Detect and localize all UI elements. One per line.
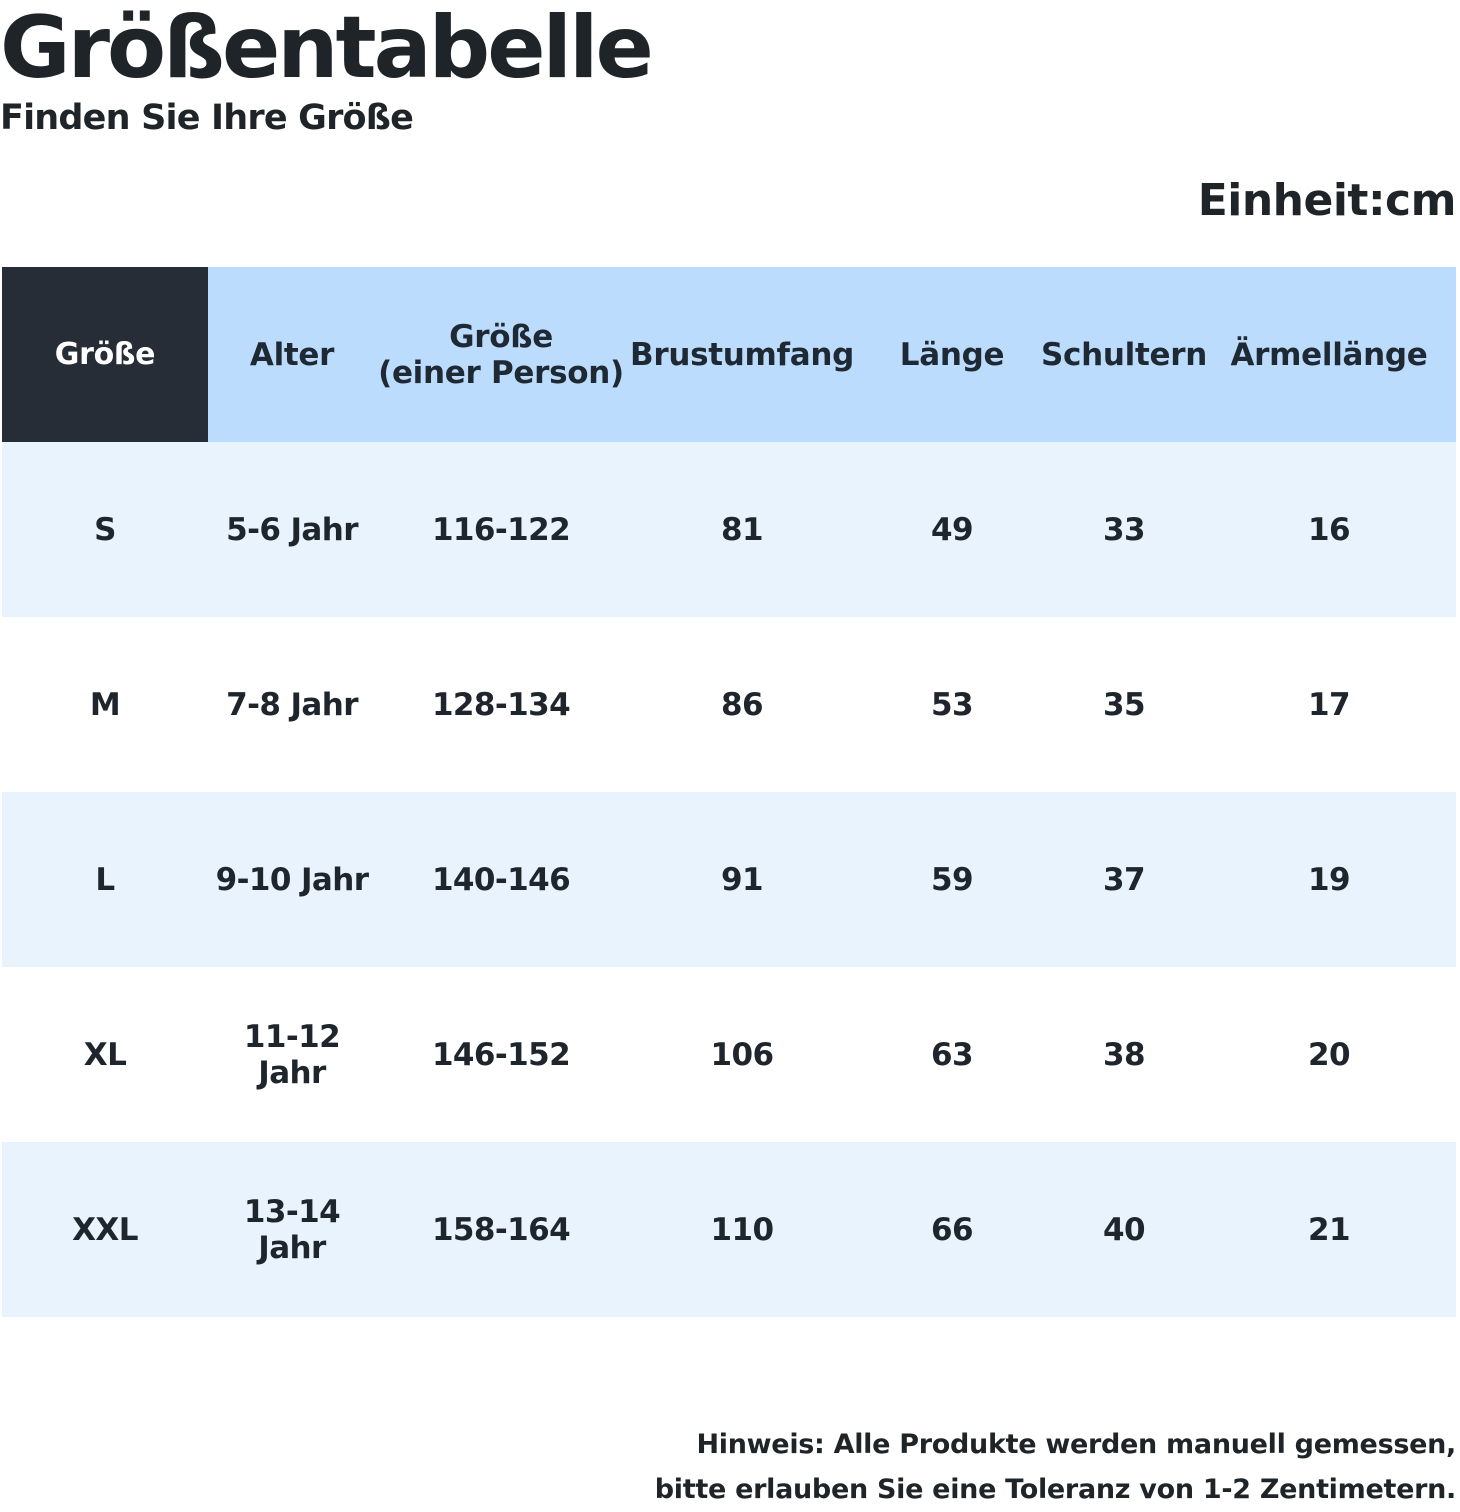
cell-size: XXL bbox=[72, 1211, 138, 1248]
cell-height: 140-146 bbox=[431, 861, 571, 898]
page-subtitle: Finden Sie Ihre Größe bbox=[0, 98, 414, 138]
cell-length: 63 bbox=[931, 1036, 973, 1073]
table-row bbox=[2, 967, 1456, 1142]
table-header-row bbox=[2, 267, 1456, 442]
cell-age: 7-8 Jahr bbox=[226, 686, 358, 723]
size-table bbox=[2, 267, 1456, 1317]
header-brustumfang: Brustumfang bbox=[630, 336, 854, 373]
header-laenge: Länge bbox=[899, 336, 1005, 373]
cell-shoulders: 33 bbox=[1103, 511, 1145, 548]
cell-sleeve: 17 bbox=[1308, 686, 1350, 723]
cell-chest: 106 bbox=[710, 1036, 774, 1073]
note-line-1: Hinweis: Alle Produkte werden manuell gemessen, bbox=[696, 1429, 1456, 1460]
cell-age: 5-6 Jahr bbox=[226, 511, 358, 548]
cell-chest: 81 bbox=[721, 511, 763, 548]
header-schultern: Schultern bbox=[1041, 336, 1207, 373]
cell-shoulders: 35 bbox=[1103, 686, 1145, 723]
cell-chest: 91 bbox=[721, 861, 763, 898]
header-groesse: Größe bbox=[2, 267, 208, 442]
cell-sleeve: 21 bbox=[1308, 1211, 1350, 1248]
cell-chest: 110 bbox=[710, 1211, 774, 1248]
page-title: Größentabelle bbox=[0, 0, 651, 98]
table-row bbox=[2, 792, 1456, 967]
cell-size: L bbox=[95, 861, 115, 898]
table-row bbox=[2, 1142, 1456, 1317]
cell-height: 158-164 bbox=[431, 1211, 571, 1248]
cell-sleeve: 19 bbox=[1308, 861, 1350, 898]
cell-length: 53 bbox=[931, 686, 973, 723]
cell-length: 59 bbox=[931, 861, 973, 898]
cell-height: 116-122 bbox=[431, 511, 571, 548]
cell-age: 9-10 Jahr bbox=[215, 861, 369, 898]
unit-label: Einheit:cm bbox=[1197, 175, 1456, 226]
cell-size: S bbox=[94, 511, 116, 548]
cell-size: M bbox=[89, 686, 121, 723]
cell-size: XL bbox=[83, 1036, 127, 1073]
header-alter: Alter bbox=[249, 336, 335, 373]
cell-shoulders: 37 bbox=[1103, 861, 1145, 898]
cell-height: 146-152 bbox=[431, 1036, 571, 1073]
cell-age: 11-12 Jahr bbox=[243, 1018, 341, 1091]
note-line-2: bitte erlauben Sie eine Toleranz von 1-2 Zentimetern. bbox=[654, 1474, 1456, 1505]
header-aermellaenge: Ärmellänge bbox=[1230, 336, 1428, 373]
cell-shoulders: 40 bbox=[1103, 1211, 1145, 1248]
cell-shoulders: 38 bbox=[1103, 1036, 1145, 1073]
measurement-note bbox=[655, 1422, 1456, 1512]
cell-length: 49 bbox=[931, 511, 973, 548]
table-row bbox=[2, 617, 1456, 792]
cell-sleeve: 16 bbox=[1308, 511, 1350, 548]
cell-length: 66 bbox=[931, 1211, 973, 1248]
cell-height: 128-134 bbox=[431, 686, 571, 723]
table-row bbox=[2, 442, 1456, 617]
cell-sleeve: 20 bbox=[1308, 1036, 1350, 1073]
cell-chest: 86 bbox=[721, 686, 763, 723]
cell-age: 13-14 Jahr bbox=[243, 1193, 341, 1266]
header-koerpergroesse: Größe (einer Person) bbox=[378, 318, 624, 391]
